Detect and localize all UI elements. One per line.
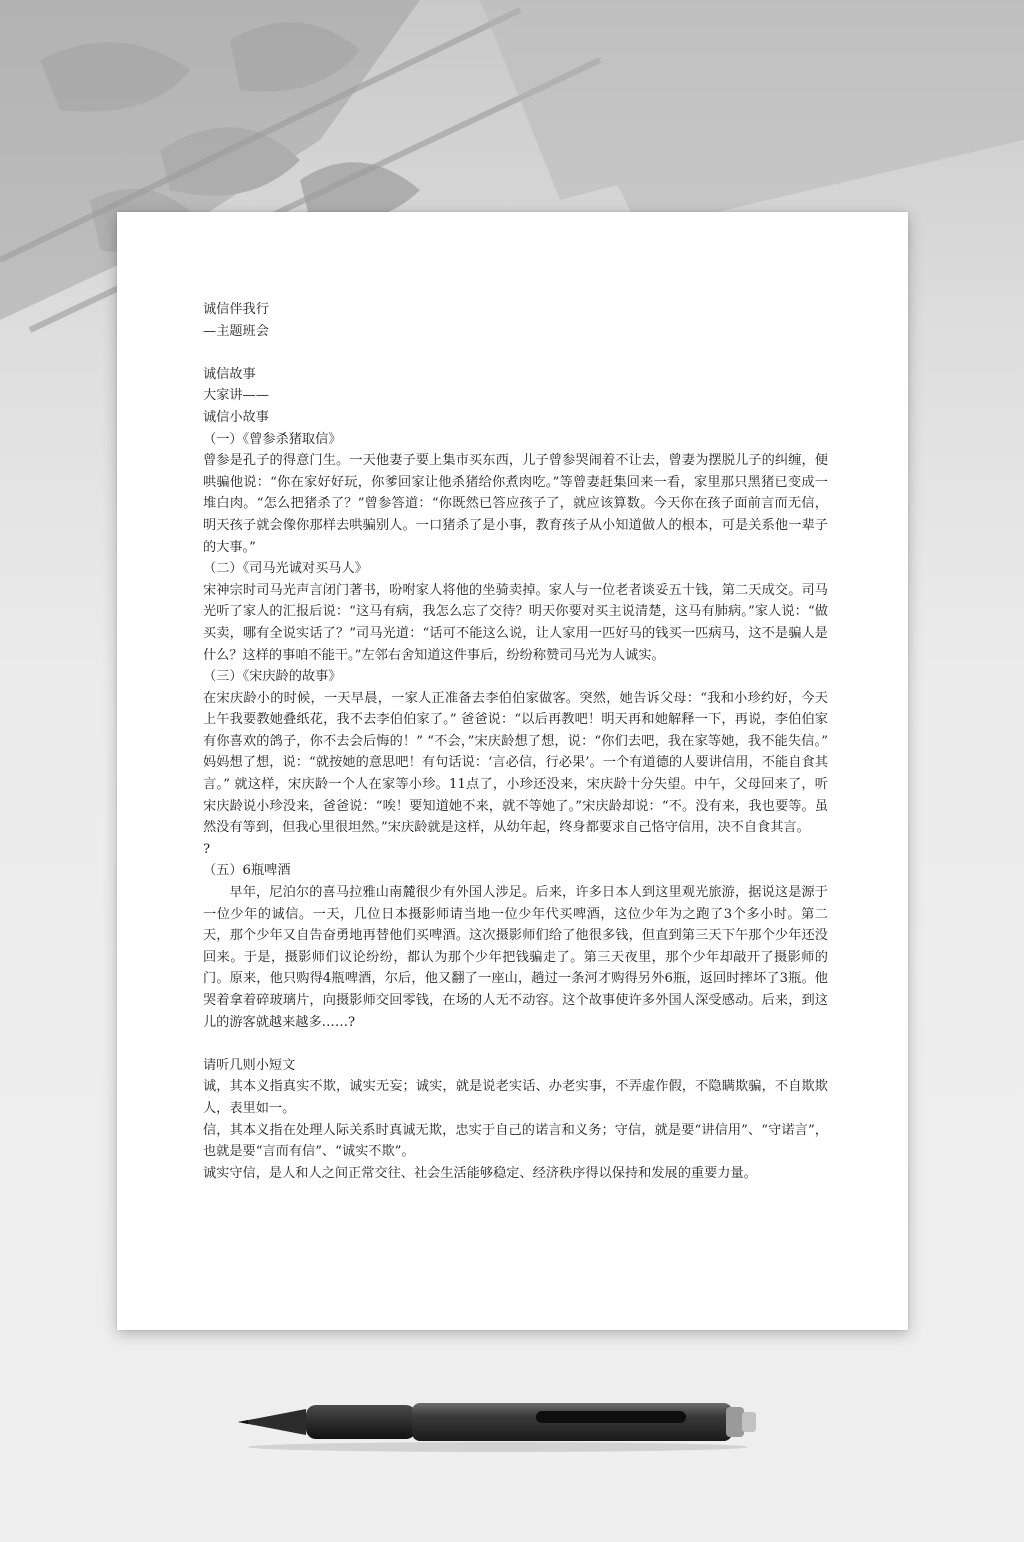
pen-decoration — [236, 1395, 760, 1455]
story-body: 在宋庆龄小的时候，一天早晨，一家人正准备去李伯伯家做客。突然，她告诉父母：“我和小珍约好，今天上午我要教她叠纸花，我不去李伯伯家了。” 爸爸说：“以后再教吧！明天再和她解释一下，再说，李伯伯家有你喜欢的鸽子，你不去会后悔的！” “不会，”宋庆龄想了想，说：“你们去吧，我在家等她，我不能失信。” 妈妈想了想，说：“就按她的意思吧！有句话说：‘言必信，行必果’。一个有道德的人要讲信用，不能自食其言。” 就这样，宋庆龄一个人在家等小珍。11点了，小珍还没来，宋庆龄十分失望。中午，父母回来了，听宋庆龄说小珍没来，爸爸说：“唉！要知道她不来，就不等她了。”宋庆龄却说：“不。没有来，我也要等。虽然没有等到，但我心里很坦然。”宋庆龄就是这样，从幼年起，终身都要求自己恪守信用，决不自食其言。 — [203, 690, 828, 836]
paragraph: 信，其本义指在处理人际关系时真诚无欺，忠实于自己的诺言和义务；守信，就是要“讲信用”、“守诺言”，也就是要“言而有信”、“诚实不欺”。 — [203, 1122, 828, 1160]
section-heading: 请听几则小短文 — [203, 1057, 296, 1073]
story-title: （五）6瓶啤酒 — [203, 863, 291, 879]
paragraph: 诚实守信，是人和人之间正常交往、社会生活能够稳定、经济秩序得以保持和发展的重要力量。 — [203, 1165, 757, 1181]
section-heading-line: 大家讲—— — [203, 388, 269, 404]
story-body: 曾参是孔子的得意门生。一天他妻子要上集市买东西，儿子曾参哭闹着不让去，曾妻为摆脱儿子的纠缠，便哄骗他说：“你在家好好玩，你爹回家让他杀猪给你煮肉吃。”等曾妻赶集回来一看，家里那只黑猪已变成一堆白肉。“怎么把猪杀了？”曾参答道：“你既然已答应孩子了，就应该算数。今天你在孩子面前言而无信，明天孩子就会像你那样去哄骗别人。一口猪杀了是小事，教育孩子从小知道做人的根本，可是关系他一辈子的大事。” — [203, 453, 828, 555]
stray-mark: ? — [203, 841, 211, 857]
document-subtitle: —主题班会 — [203, 323, 269, 339]
spacer — [203, 342, 828, 364]
document-title: 诚信伴我行 — [203, 302, 269, 317]
story-title: （一）《曾参杀猪取信》 — [203, 431, 342, 447]
story-body: 早年，尼泊尔的喜马拉雅山南麓很少有外国人涉足。后来，许多日本人到这里观光旅游，据说这是源于一位少年的诚信。一天，几位日本摄影师请当地一位少年代买啤酒，这位少年为之跑了3个多小时。第二天，那个少年又自告奋勇地再替他们买啤酒。这次摄影师们给了他很多钱，但直到第三天下午那个少年还没回来。于是，摄影师们议论纷纷，都认为那个少年把钱骗走了。第三天夜里，那个少年却敲开了摄影师的门。原来，他只购得4瓶啤酒，尔后，他又翻了一座山，趟过一条河才购得另外6瓶，返回时摔坏了3瓶。他哭着拿着碎玻璃片，向摄影师交回零钱，在场的人无不动容。这个故事使许多外国人深受感动。后来，到这儿的游客就越来越多……? — [203, 885, 828, 1030]
story-title: （三）《宋庆龄的故事》 — [203, 669, 342, 685]
paragraph: 诚，其本义指真实不欺，诚实无妄；诚实，就是说老实话、办老实事，不弄虚作假，不隐瞒欺骗，不自欺欺人，表里如一。 — [203, 1079, 828, 1116]
story-body: 宋神宗时司马光声言闭门著书，吩咐家人将他的坐骑卖掉。家人与一位老者谈妥五十钱，第二天成交。司马光听了家人的汇报后说：“这马有病，我怎么忘了交待？明天你要对买主说清楚，这马有肺病。”家人说：“做买卖，哪有全说实话了？”司马光道：“话可不能这么说，让人家用一匹好马的钱买一匹病马，这不是骗人是什么？这样的事咱不能干。”左邻右舍知道这件事后，纷纷称赞司马光为人诚实。 — [203, 582, 828, 663]
section-heading-line: 诚信小故事 — [203, 409, 269, 425]
document-page — [117, 212, 908, 1330]
story-title: （二）《司马光诚对买马人》 — [203, 561, 368, 577]
spacer — [203, 1033, 828, 1055]
section-heading: 诚信故事 — [203, 366, 256, 382]
document-content — [203, 299, 828, 1184]
